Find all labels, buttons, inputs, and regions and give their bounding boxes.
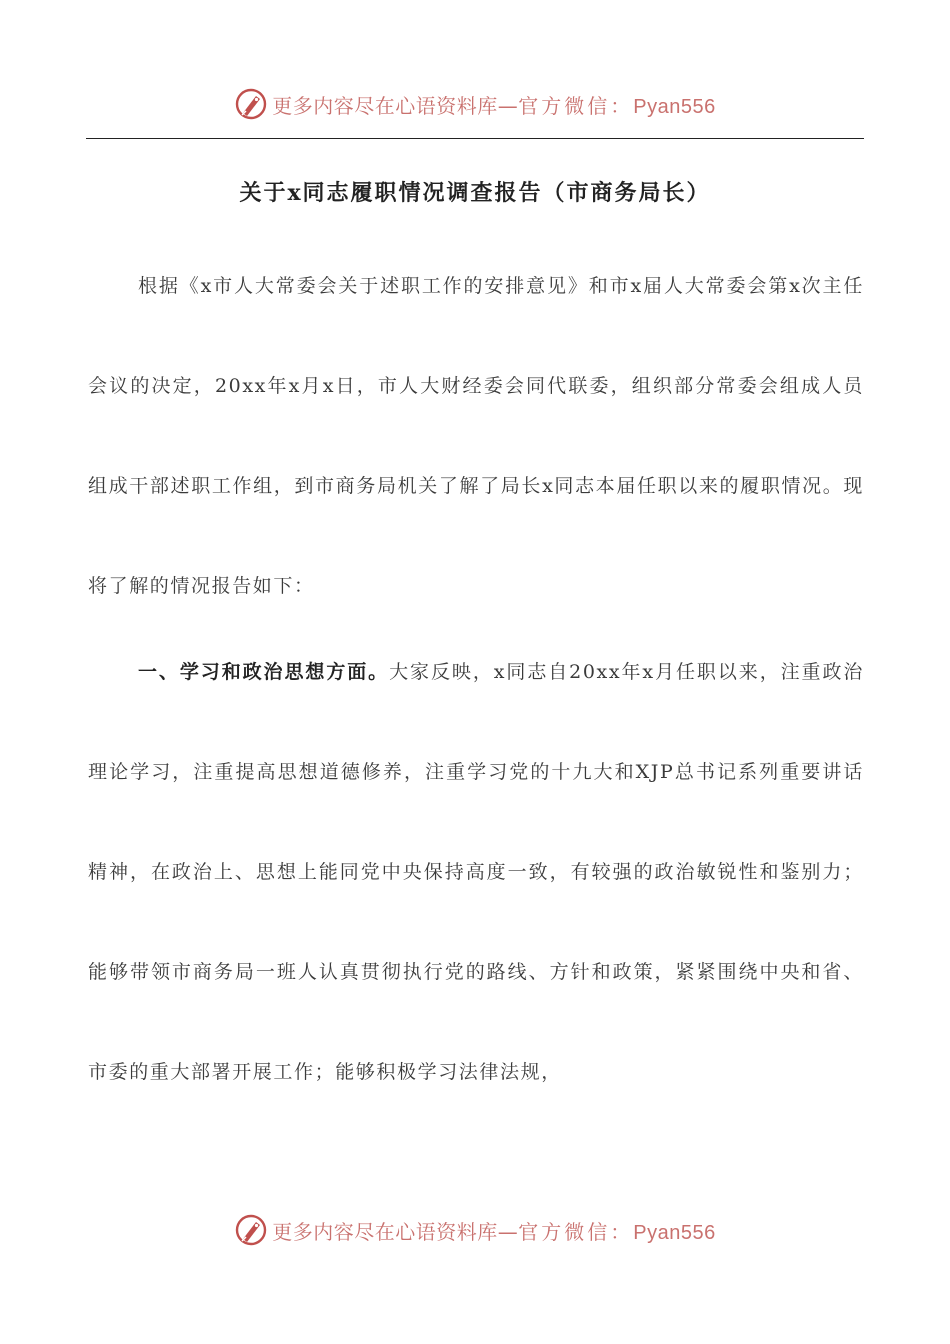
banner-dash: — — [497, 93, 519, 118]
section-1-heading: 一、学习和政治思想方面。 — [138, 661, 390, 683]
banner-text — [272, 90, 715, 119]
banner-label: 官方微信： — [518, 93, 634, 118]
paragraph-intro: 根据《x市人大常委会关于述职工作的安排意见》和市x届人大常委会第x次主任会议的决定，20xx年x月x日，市人大财经委会同代联委，组织部分常委会组成人员组成干部述职工作组，到市商务局机关了解了局长x同志本届任职以来的履职情况。现将了解的情况报告如下： — [88, 275, 864, 597]
banner-main-text: 更多内容尽在心语资料库 — [272, 1219, 498, 1244]
header-divider — [86, 138, 864, 139]
footer-banner — [0, 1208, 950, 1252]
banner-wechat-id: Pyan556 — [633, 95, 716, 118]
banner-wechat-id: Pyan556 — [633, 1221, 716, 1244]
header-banner — [0, 82, 950, 126]
banner-text — [272, 1216, 715, 1245]
document-title: 关于x同志履职情况调查报告（市商务局长） — [239, 180, 711, 206]
pen-nib-logo-icon — [234, 87, 268, 121]
banner-label: 官方微信： — [518, 1219, 634, 1244]
banner-dash: — — [497, 1219, 519, 1244]
banner-main-text: 更多内容尽在心语资料库 — [272, 93, 498, 118]
paragraph-section-1 — [88, 622, 864, 1122]
pen-nib-logo-icon — [234, 1213, 268, 1247]
section-1-body: 大家反映，x同志自20xx年x月任职以来，注重政治理论学习，注重提高思想道德修养，注重学习党的十九大和XJP总书记系列重要讲话精神，在政治上、思想上能同党中央保持高度一致，有较强的政治敏锐性和鉴别力；能够带领市商务局一班人认真贯彻执行党的路线、方针和政策，紧紧围绕中央和省、市委的重大部署开展工作；能够积极学习法律法规， — [88, 661, 865, 1083]
